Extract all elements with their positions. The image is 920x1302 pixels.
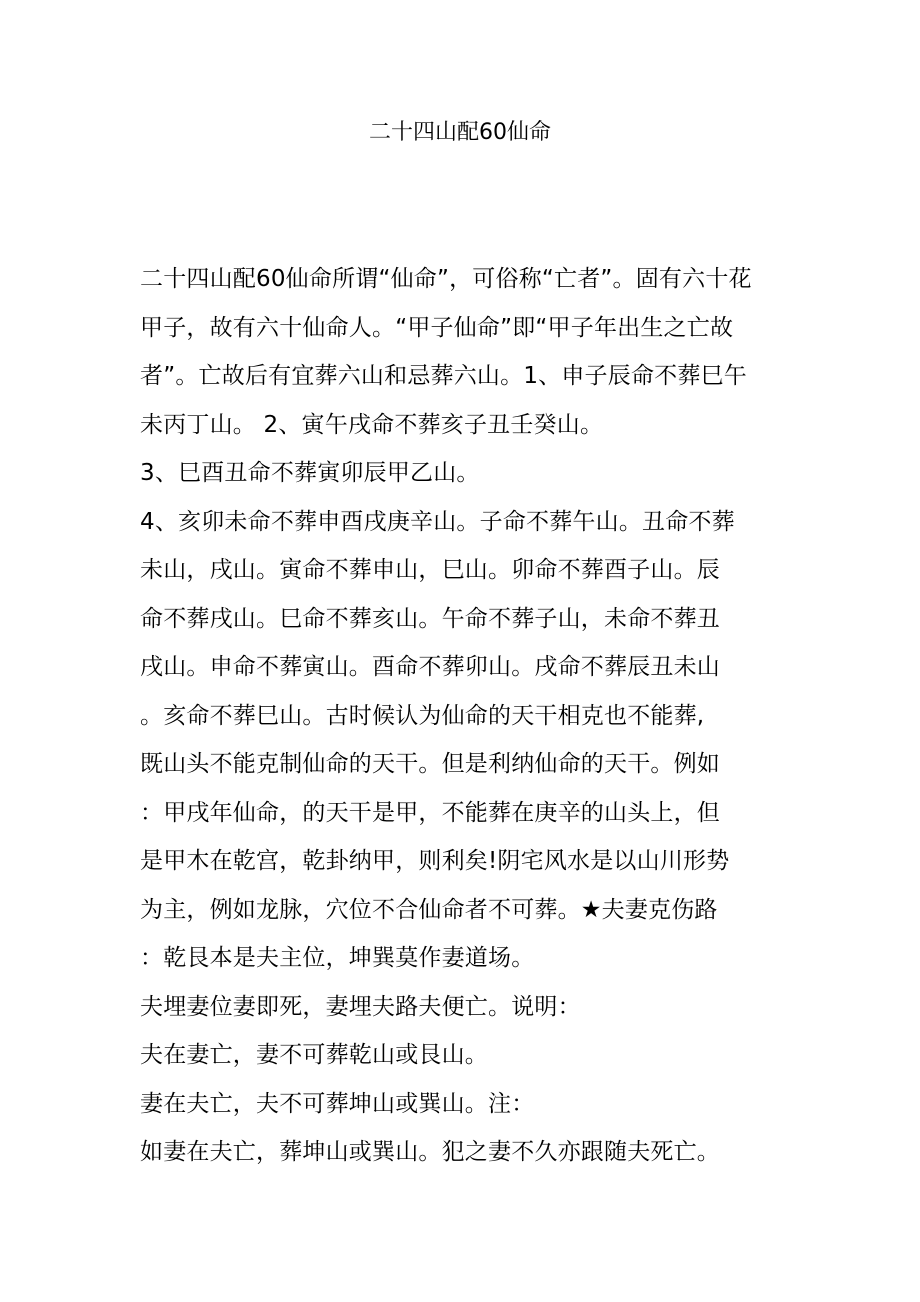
document-title: 二十四山配60仙命 bbox=[369, 120, 551, 145]
document-body bbox=[140, 258, 800, 1180]
body-line: 4、亥卯未命不葬申酉戌庚辛山。子命不葬午山。丑命不葬 bbox=[140, 508, 735, 535]
body-line: 妻在夫亡，夫不可葬坤山或巽山。注： bbox=[140, 1090, 535, 1117]
body-line: 为主，例如龙脉，穴位不合仙命者不可葬。★夫妻克伤路 bbox=[140, 896, 718, 923]
body-line: ：乾艮本是夫主位，坤巽莫作妻道场。 bbox=[140, 945, 535, 971]
body-line: 未山，戌山。寅命不葬申山，巳山。卯命不葬酉子山。辰 bbox=[140, 557, 720, 583]
body-line: 甲子，故有六十仙命人。“甲子仙命”即“甲子年出生之亡故 bbox=[140, 314, 734, 341]
body-line: 如妻在夫亡，葬坤山或巽山。犯之妻不久亦跟随夫死亡。 bbox=[140, 1139, 720, 1165]
body-line: 夫埋妻位妻即死，妻埋夫路夫便亡。说明： bbox=[140, 993, 581, 1020]
body-line: ：甲戌年仙命，的天干是甲，不能葬在庚辛的山头上，但 bbox=[140, 799, 720, 826]
body-line: 夫在妻亡，妻不可葬乾山或艮山。 bbox=[140, 1042, 488, 1068]
body-line: 既山头不能克制仙命的天干。但是利纳仙命的天干。例如 bbox=[140, 751, 720, 777]
body-line: 者”。亡故后有宜葬六山和忌葬六山。1、申子辰命不葬巳午 bbox=[140, 363, 747, 389]
body-line: 未丙丁山。 2、寅午戌命不葬亥子丑壬癸山。 bbox=[140, 411, 604, 438]
body-line: 戌山。申命不葬寅山。酉命不葬卯山。戌命不葬辰丑未山 bbox=[140, 654, 720, 680]
body-line: 二十四山配60仙命所谓“仙命”，可俗称“亡者”。固有六十花 bbox=[140, 266, 752, 292]
body-line: 是甲木在乾宫，乾卦纳甲，则利矣!阴宅风水是以山川形势 bbox=[140, 848, 730, 874]
body-line: 。亥命不葬巳山。古时候认为仙命的天干相克也不能葬, bbox=[140, 702, 705, 729]
body-line: 3、巳酉丑命不葬寅卯辰甲乙山。 bbox=[140, 460, 480, 486]
body-line: 命不葬戌山。巳命不葬亥山。午命不葬子山，未命不葬丑 bbox=[140, 605, 720, 632]
